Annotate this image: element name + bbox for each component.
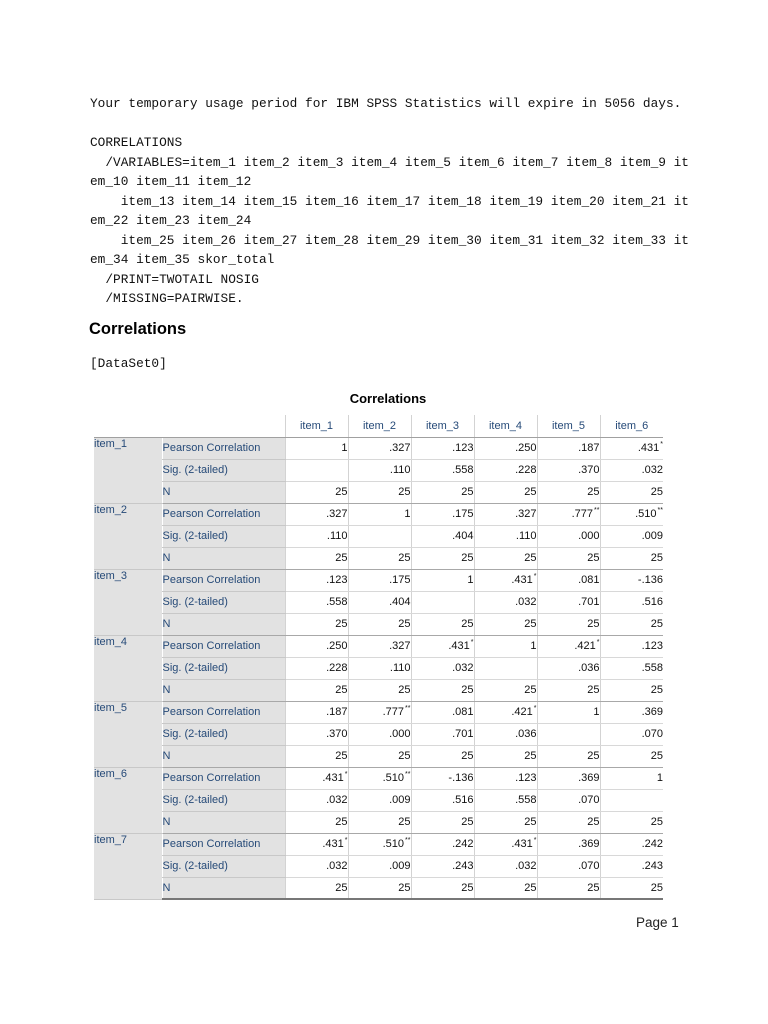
table-cell <box>411 635 474 657</box>
table-cell: .009 <box>348 789 411 811</box>
significance-marker: ** <box>405 837 411 844</box>
table-cell: .228 <box>285 657 348 679</box>
table-cell <box>474 569 537 591</box>
table-cell: 25 <box>537 877 600 899</box>
syntax-line: item_13 item_14 item_15 item_16 item_17 item_18 item_19 item_20 item_21 it <box>90 193 689 209</box>
syntax-line: /VARIABLES=item_1 item_2 item_3 item_4 item_5 item_6 item_7 item_8 item_9 it <box>90 154 689 170</box>
significance-marker: * <box>470 639 474 646</box>
table-cell: 25 <box>348 613 411 635</box>
column-header-row <box>94 415 663 437</box>
table-cell: .242 <box>600 833 663 855</box>
table-cell <box>537 723 600 745</box>
stat-label: N <box>162 811 285 833</box>
significance-marker: * <box>533 573 537 580</box>
stat-label: N <box>162 745 285 767</box>
cell-value: .431 <box>637 442 660 454</box>
table-cell: 25 <box>537 481 600 503</box>
table-cell: .327 <box>474 503 537 525</box>
significance-marker: * <box>344 837 348 844</box>
cell-value: .431 <box>511 574 533 586</box>
significance-marker: * <box>533 837 537 844</box>
table-row <box>94 811 663 833</box>
syntax-line: em_10 item_11 item_12 <box>90 174 252 189</box>
table-cell: .110 <box>474 525 537 547</box>
table-cell: .032 <box>474 591 537 613</box>
stat-label: Pearson Correlation <box>162 503 285 525</box>
table-cell: 25 <box>411 481 474 503</box>
syntax-line: em_22 item_23 item_24 <box>90 213 252 228</box>
table-cell: .000 <box>348 723 411 745</box>
table-cell: .516 <box>600 591 663 613</box>
table-cell: .250 <box>285 635 348 657</box>
stat-label: Pearson Correlation <box>162 701 285 723</box>
stat-label: Pearson Correlation <box>162 437 285 459</box>
table-cell: .558 <box>411 459 474 481</box>
table-cell: 25 <box>285 547 348 569</box>
table-cell: .081 <box>537 569 600 591</box>
significance-marker: ** <box>405 771 411 778</box>
stat-label: N <box>162 679 285 701</box>
table-cell: .000 <box>537 525 600 547</box>
table-cell: .327 <box>285 503 348 525</box>
table-cell: 25 <box>285 613 348 635</box>
row-header: item_2 <box>94 503 162 569</box>
table-cell: .516 <box>411 789 474 811</box>
table-cell: .404 <box>411 525 474 547</box>
table-row <box>94 701 663 723</box>
table-cell: .187 <box>537 437 600 459</box>
row-header: item_5 <box>94 701 162 767</box>
significance-marker: * <box>533 705 537 712</box>
table-cell: .032 <box>474 855 537 877</box>
row-header: item_6 <box>94 767 162 833</box>
table-row <box>94 723 663 745</box>
table-cell: .009 <box>348 855 411 877</box>
table-cell: .187 <box>285 701 348 723</box>
table-cell <box>285 767 348 789</box>
table-cell: .110 <box>348 459 411 481</box>
column-header: item_6 <box>600 415 663 437</box>
table-cell: 25 <box>600 481 663 503</box>
corner-cell <box>162 415 285 437</box>
table-cell: 25 <box>348 811 411 833</box>
table-cell: 25 <box>474 679 537 701</box>
table-cell: 25 <box>600 613 663 635</box>
stat-label: Sig. (2-tailed) <box>162 723 285 745</box>
cell-value: .510 <box>382 838 405 850</box>
table-cell: .036 <box>537 657 600 679</box>
table-cell: 25 <box>600 547 663 569</box>
table-cell <box>600 437 663 459</box>
table-cell: .242 <box>411 833 474 855</box>
stat-label: Pearson Correlation <box>162 569 285 591</box>
table-cell: 1 <box>537 701 600 723</box>
table-cell <box>348 525 411 547</box>
table-cell: .369 <box>537 833 600 855</box>
table-cell: 25 <box>348 481 411 503</box>
cell-value: .431 <box>448 640 470 652</box>
table-cell: 25 <box>600 877 663 899</box>
table-cell: .243 <box>600 855 663 877</box>
table-cell: 25 <box>348 679 411 701</box>
table-cell: .369 <box>537 767 600 789</box>
table-cell <box>600 789 663 811</box>
table-row <box>94 877 663 899</box>
table-cell: .123 <box>411 437 474 459</box>
table-row <box>94 657 663 679</box>
table-cell <box>474 833 537 855</box>
table-cell: 25 <box>537 613 600 635</box>
table-cell: .558 <box>285 591 348 613</box>
table-cell: .243 <box>411 855 474 877</box>
stat-label: Sig. (2-tailed) <box>162 789 285 811</box>
table-cell: .009 <box>600 525 663 547</box>
table-cell: 1 <box>285 437 348 459</box>
column-header: item_5 <box>537 415 600 437</box>
table-cell: -.136 <box>411 767 474 789</box>
table-row <box>94 525 663 547</box>
stat-label: N <box>162 481 285 503</box>
table-cell: 25 <box>411 547 474 569</box>
table-row <box>94 481 663 503</box>
table-cell: 25 <box>537 547 600 569</box>
table-cell <box>285 833 348 855</box>
table-cell: .558 <box>600 657 663 679</box>
table-cell: 25 <box>474 745 537 767</box>
table-cell: 25 <box>600 745 663 767</box>
output-heading: Correlations <box>89 320 187 338</box>
table-cell: .369 <box>600 701 663 723</box>
stat-label: Sig. (2-tailed) <box>162 525 285 547</box>
significance-marker: * <box>344 771 348 778</box>
table-cell: 1 <box>600 767 663 789</box>
table-cell: 25 <box>537 745 600 767</box>
table-cell: .032 <box>411 657 474 679</box>
table-cell: .404 <box>348 591 411 613</box>
table-cell: .228 <box>474 459 537 481</box>
syntax-block <box>90 133 689 309</box>
syntax-line: em_34 item_35 skor_total <box>90 252 275 267</box>
table-cell: .327 <box>348 437 411 459</box>
table-cell: .250 <box>474 437 537 459</box>
table-cell: .032 <box>600 459 663 481</box>
table-cell <box>285 459 348 481</box>
stat-label: Pearson Correlation <box>162 833 285 855</box>
table-cell: -.136 <box>600 569 663 591</box>
table-cell: .370 <box>285 723 348 745</box>
table-row <box>94 833 663 855</box>
table-cell: 25 <box>600 811 663 833</box>
table-cell: 25 <box>411 613 474 635</box>
table-row <box>94 547 663 569</box>
row-header: item_7 <box>94 833 162 899</box>
stat-label: N <box>162 613 285 635</box>
table-cell: 25 <box>474 613 537 635</box>
table-cell: .032 <box>285 789 348 811</box>
syntax-line: CORRELATIONS <box>90 135 183 150</box>
table-cell: 25 <box>285 679 348 701</box>
table-cell: 1 <box>474 635 537 657</box>
table-cell: 25 <box>411 811 474 833</box>
table-cell: 25 <box>474 811 537 833</box>
table-cell <box>474 701 537 723</box>
table-cell: .070 <box>600 723 663 745</box>
stat-label: Pearson Correlation <box>162 635 285 657</box>
table-row <box>94 635 663 657</box>
syntax-line: item_25 item_26 item_27 item_28 item_29 item_30 item_31 item_32 item_33 it <box>90 232 689 248</box>
page-number: Page 1 <box>636 915 679 930</box>
table-cell <box>474 657 537 679</box>
stat-label: N <box>162 877 285 899</box>
cell-value: .777 <box>571 508 594 520</box>
table-cell: .123 <box>285 569 348 591</box>
table-cell: .070 <box>537 789 600 811</box>
table-title: Correlations <box>349 391 427 406</box>
stat-label: Sig. (2-tailed) <box>162 591 285 613</box>
expiry-notice: Your temporary usage period for IBM SPSS Statistics will expire in 5056 days. <box>90 96 682 111</box>
table-cell: 25 <box>348 547 411 569</box>
corner-cell <box>94 415 162 437</box>
column-header: item_4 <box>474 415 537 437</box>
table-cell: 25 <box>474 877 537 899</box>
syntax-line: /MISSING=PAIRWISE. <box>90 291 244 306</box>
table-cell: 25 <box>285 481 348 503</box>
table-cell: .175 <box>348 569 411 591</box>
row-header: item_1 <box>94 437 162 503</box>
table-cell: .036 <box>474 723 537 745</box>
table-cell: 25 <box>348 877 411 899</box>
table-cell: 1 <box>348 503 411 525</box>
significance-marker: ** <box>594 507 600 514</box>
table-cell: 25 <box>537 679 600 701</box>
column-header: item_2 <box>348 415 411 437</box>
cell-value: .431 <box>322 772 344 784</box>
cell-value: .421 <box>511 706 533 718</box>
table-cell <box>600 503 663 525</box>
table-cell: .110 <box>285 525 348 547</box>
table-cell: .558 <box>474 789 537 811</box>
correlations-table <box>94 415 663 900</box>
dataset-label: [DataSet0] <box>90 356 167 371</box>
table-cell: 25 <box>285 811 348 833</box>
stat-label: Sig. (2-tailed) <box>162 855 285 877</box>
significance-marker: ** <box>405 705 411 712</box>
column-header: item_1 <box>285 415 348 437</box>
cell-value: .421 <box>574 640 596 652</box>
table-cell: 25 <box>285 745 348 767</box>
table-cell: 1 <box>411 569 474 591</box>
table-cell: .110 <box>348 657 411 679</box>
row-header: item_4 <box>94 635 162 701</box>
table-cell: 25 <box>411 877 474 899</box>
significance-marker: * <box>660 441 663 448</box>
stat-label: N <box>162 547 285 569</box>
table-cell: 25 <box>474 481 537 503</box>
stat-label: Sig. (2-tailed) <box>162 657 285 679</box>
stat-label: Pearson Correlation <box>162 767 285 789</box>
table-cell: .370 <box>537 459 600 481</box>
table-cell: 25 <box>411 745 474 767</box>
table-row <box>94 613 663 635</box>
table-row <box>94 855 663 877</box>
table-cell <box>537 635 600 657</box>
table-cell: .032 <box>285 855 348 877</box>
cell-value: .510 <box>382 772 405 784</box>
table-cell <box>348 767 411 789</box>
table-row <box>94 767 663 789</box>
cell-value: .777 <box>382 706 405 718</box>
table-cell: .327 <box>348 635 411 657</box>
table-cell: .081 <box>411 701 474 723</box>
table-cell <box>348 701 411 723</box>
table-cell: 25 <box>348 745 411 767</box>
table-cell <box>537 503 600 525</box>
stat-label: Sig. (2-tailed) <box>162 459 285 481</box>
table-cell: .701 <box>411 723 474 745</box>
table-row <box>94 437 663 459</box>
table-cell: .175 <box>411 503 474 525</box>
table-cell: 25 <box>285 877 348 899</box>
table-cell: 25 <box>600 679 663 701</box>
table-cell <box>348 833 411 855</box>
table-cell: .123 <box>600 635 663 657</box>
row-header: item_3 <box>94 569 162 635</box>
column-header: item_3 <box>411 415 474 437</box>
cell-value: .431 <box>322 838 344 850</box>
significance-marker: * <box>596 639 600 646</box>
table-row <box>94 503 663 525</box>
table-body <box>94 437 663 899</box>
table-row <box>94 745 663 767</box>
table-cell: .701 <box>537 591 600 613</box>
table-row <box>94 569 663 591</box>
table-cell: 25 <box>474 547 537 569</box>
table-cell <box>411 591 474 613</box>
cell-value: .510 <box>635 508 657 520</box>
table-cell: .070 <box>537 855 600 877</box>
table-row <box>94 591 663 613</box>
table-row <box>94 679 663 701</box>
table-cell: 25 <box>537 811 600 833</box>
significance-marker: ** <box>657 507 663 514</box>
cell-value: .431 <box>511 838 533 850</box>
table-row <box>94 789 663 811</box>
table-row <box>94 459 663 481</box>
table-cell: 25 <box>411 679 474 701</box>
table-cell: .123 <box>474 767 537 789</box>
syntax-line: /PRINT=TWOTAIL NOSIG <box>90 271 259 287</box>
